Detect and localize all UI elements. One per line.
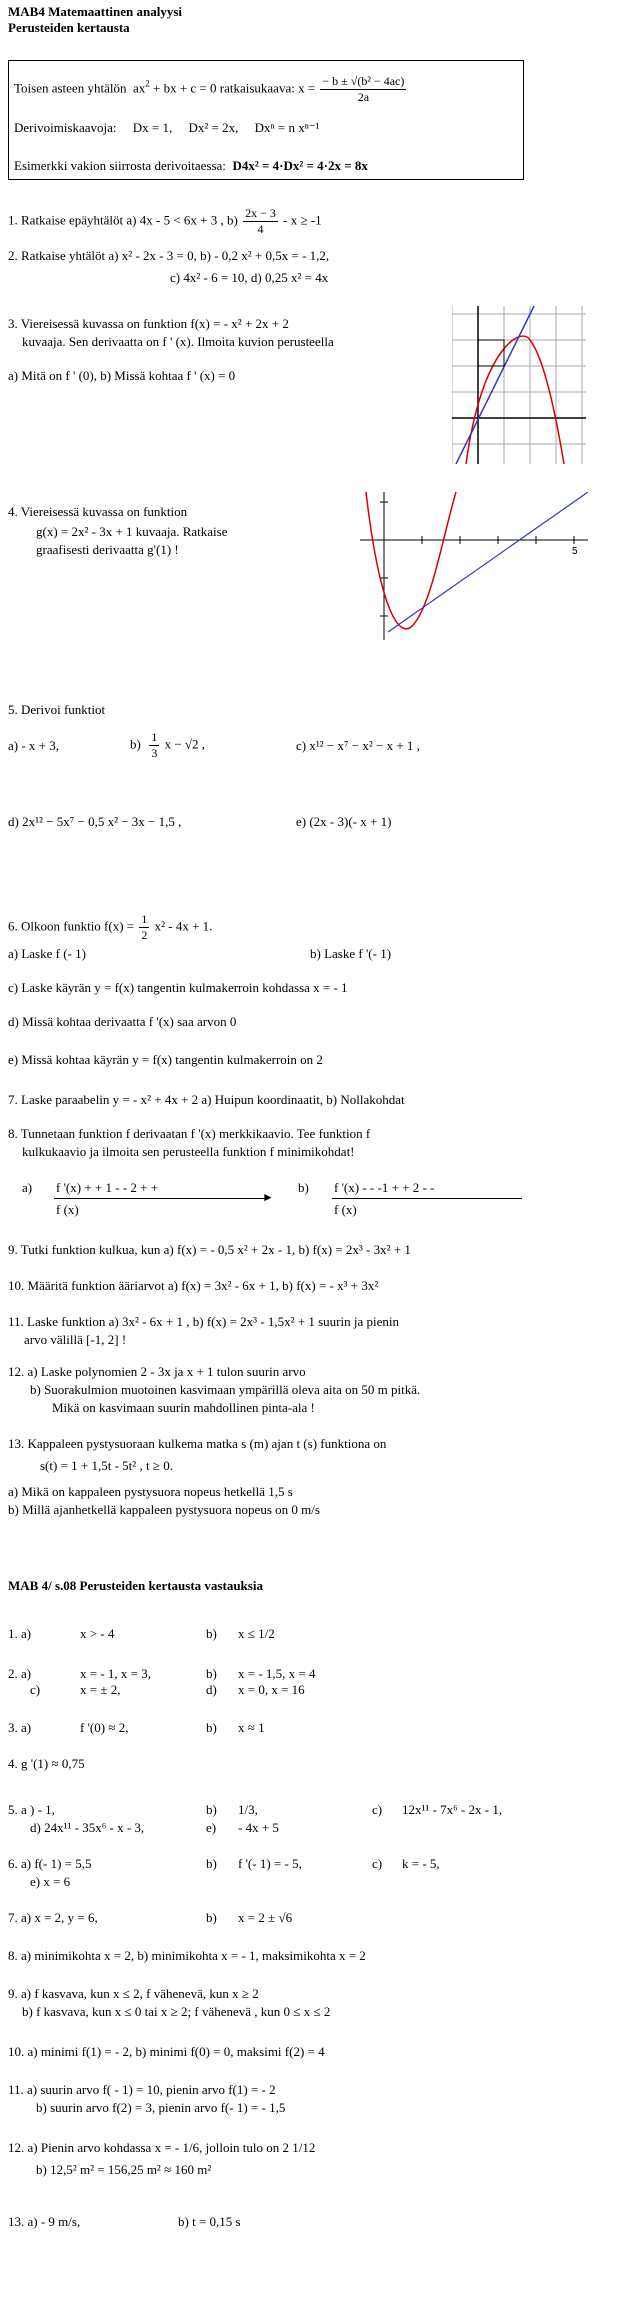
task-6-d: d) Missä kohtaa derivaatta f '(x) saa arvon 0 xyxy=(8,1014,237,1029)
task-12-line-1: 12. a) Laske polynomien 2 - 3x ja x + 1 tulon suurin arvo xyxy=(8,1364,306,1379)
task-8-line-1: 8. Tunnetaan funktion f derivaatan f '(x) merkkikaavio. Tee funktion f xyxy=(8,1126,371,1141)
task-3-line-2: kuvaaja. Sen derivaatta on f ' (x). Ilmoita kuvion perusteella xyxy=(22,334,334,349)
answer-2-c-label: c) xyxy=(30,1682,41,1697)
answer-2-d-label: d) xyxy=(206,1682,217,1697)
answer-6-b: f '(- 1) = - 5, xyxy=(238,1856,302,1871)
task-6-e: e) Missä kohtaa käyrän y = f(x) tangentin kulmakerroin on 2 xyxy=(8,1052,323,1067)
sign-chart-b-top: f '(x) - - -1 + + 2 - - xyxy=(334,1180,435,1195)
answer-6-a: 6. a) f(- 1) = 5,5 xyxy=(8,1856,92,1871)
graph-parabola-1 xyxy=(452,306,586,464)
task-4-line-3: graafisesti derivaatta g'(1) ! xyxy=(36,542,179,557)
task-3-line-1: 3. Viereisessä kuvassa on funktion f(x) = - x² + 2x + 2 xyxy=(8,316,289,331)
task-10: 10. Määritä funktion ääriarvot a) f(x) = 3x² - 6x + 1, b) f(x) = - x³ + 3x² xyxy=(8,1278,379,1293)
answer-7-b-label: b) xyxy=(206,1910,217,1925)
sign-chart-b-line xyxy=(332,1198,522,1199)
answer-3-a: f '(0) ≈ 2, xyxy=(80,1720,129,1735)
answer-5-e: - 4x + 5 xyxy=(238,1820,279,1835)
task-12-line-2: b) Suorakulmion muotoinen kasvimaan ympärillä oleva aita on 50 m pitkä. xyxy=(30,1382,421,1397)
task-6-a: a) Laske f (- 1) xyxy=(8,946,86,961)
task-5-b: b) $\frac{1}{3}$ x − √2 , xyxy=(130,730,206,760)
answer-12-a: 12. a) Pienin arvo kohdassa x = - 1/6, jolloin tulo on 2 1/12 xyxy=(8,2140,316,2155)
answer-5-c-label: c) xyxy=(372,1802,383,1817)
task-13-line-1: 13. Kappaleen pystysuoraan kulkema matka s (m) ajan t (s) funktiona on xyxy=(8,1436,387,1451)
constant-example: Esimerkki vakion siirrosta derivoitaessa: D4x² = 4·Dx² = 4·2x = 8x xyxy=(14,158,368,173)
task-5-a: a) - x + 3, xyxy=(8,738,60,753)
answer-9-b: b) f kasvava, kun x ≤ 0 tai x ≥ 2; f vähenevä , kun 0 ≤ x ≤ 2 xyxy=(22,2004,331,2019)
answer-7-a: 7. a) x = 2, y = 6, xyxy=(8,1910,98,1925)
task-6-c: c) Laske käyrän y = f(x) tangentin kulmakerroin kohdassa x = - 1 xyxy=(8,980,348,995)
answer-4: 4. g '(1) ≈ 0,75 xyxy=(8,1756,85,1771)
task-13-a: a) Mikä on kappaleen pystysuora nopeus hetkellä 1,5 s xyxy=(8,1484,293,1499)
answer-6-c: k = - 5, xyxy=(402,1856,440,1871)
answer-5-b: 1/3, xyxy=(238,1802,258,1817)
answer-3-b-label: b) xyxy=(206,1720,217,1735)
answer-5-a: 5. a ) - 1, xyxy=(8,1802,55,1817)
answer-1-a: x > - 4 xyxy=(80,1626,115,1641)
answer-13-a: 13. a) - 9 m/s, xyxy=(8,2214,81,2229)
task-8-line-2: kulkukaavio ja ilmoita sen perusteella funktion f minimikohdat! xyxy=(22,1144,355,1159)
doc-title: MAB4 Matemaattinen analyysi xyxy=(8,4,183,19)
task-2-line-2: c) 4x² - 6 = 10, d) 0,25 x² = 4x xyxy=(170,270,329,285)
task-13-b: b) Millä ajanhetkellä kappaleen pystysuora nopeus on 0 m/s xyxy=(8,1502,320,1517)
sign-chart-a-line xyxy=(54,1198,268,1199)
task-11-line-2: arvo välillä [-1, 2] ! xyxy=(24,1332,127,1347)
answers-title: MAB 4/ s.08 Perusteiden kertausta vastauksia xyxy=(8,1578,263,1593)
derivative-rules: Derivoimiskaavoja: Dx = 1, Dx² = 2x, Dxⁿ = n xⁿ⁻¹ xyxy=(14,120,320,135)
answer-1-b-label: b) xyxy=(206,1626,217,1641)
task-5-e: e) (2x - 3)(- x + 1) xyxy=(296,814,392,829)
sign-chart-a-top: f '(x) + + 1 - - 2 + + xyxy=(56,1180,159,1195)
task-7: 7. Laske paraabelin y = - x² + 4x + 2 a) Huipun koordinaatit, b) Nollakohdat xyxy=(8,1092,405,1107)
answer-9-a: 9. a) f kasvava, kun x ≤ 2, f vähenevä, kun x ≥ 2 xyxy=(8,1986,259,2001)
sign-chart-b-bottom: f (x) xyxy=(334,1202,357,1217)
answer-6-c-label: c) xyxy=(372,1856,383,1871)
sign-chart-a-label: a) xyxy=(22,1180,33,1195)
task-13-line-2: s(t) = 1 + 1,5t - 5t² , t ≥ 0. xyxy=(40,1458,173,1473)
task-3-line-3: a) Mitä on f ' (0), b) Missä kohtaa f ' (x) = 0 xyxy=(8,368,236,383)
task-6-b: b) Laske f '(- 1) xyxy=(310,946,392,961)
answer-5-d: d) 24x¹¹ - 35x⁶ - x - 3, xyxy=(30,1820,145,1835)
task-4-line-1: 4. Viereisessä kuvassa on funktion xyxy=(8,504,188,519)
sign-chart-b-label: b) xyxy=(298,1180,309,1195)
sign-chart-a-arrow: ► xyxy=(262,1190,274,1204)
answer-5-b-label: b) xyxy=(206,1802,217,1817)
answer-2-b: x = - 1,5, x = 4 xyxy=(238,1666,316,1681)
answer-2-label: 2. a) xyxy=(8,1666,32,1681)
answer-2-a: x = - 1, x = 3, xyxy=(80,1666,151,1681)
task-9: 9. Tutki funktion kulkua, kun a) f(x) = - 0,5 x² + 2x - 1, b) f(x) = 2x³ - 3x² + 1 xyxy=(8,1242,411,1257)
answer-5-c: 12x¹¹ - 7x⁶ - 2x - 1, xyxy=(402,1802,503,1817)
answer-13-b: b) t = 0,15 s xyxy=(178,2214,241,2229)
quadratic-formula: Toisen asteen yhtälön $ax^2$ + bx + c = 0 ratkaisukaava: x = $\frac{\text{− b ± √(b² − 4ac)}}{2a}$ xyxy=(14,74,405,104)
answer-11-b: b) suurin arvo f(2) = 3, pienin arvo f(- 1) = - 1,5 xyxy=(36,2100,286,2115)
answer-7-b: x = 2 ± √6 xyxy=(238,1910,293,1925)
sign-chart-a-bottom: f (x) xyxy=(56,1202,79,1217)
task-2-line-1: 2. Ratkaise yhtälöt a) x² - 2x - 3 = 0, b) - 0,2 x² + 0,5x = - 1,2, xyxy=(8,248,330,263)
answer-3-label: 3. a) xyxy=(8,1720,32,1735)
task-12-line-3: Mikä on kasvimaan suurin mahdollinen pinta-ala ! xyxy=(52,1400,315,1415)
answer-3-b: x ≈ 1 xyxy=(238,1720,265,1735)
answer-5-e-label: e) xyxy=(206,1820,217,1835)
answer-2-d: x = 0, x = 16 xyxy=(238,1682,305,1697)
task-6: 6. Olkoon funktio f(x) = $\frac{1}{2}$ x² - 4x + 1. xyxy=(8,912,213,942)
task-4-line-2: g(x) = 2x² - 3x + 1 kuvaaja. Ratkaise xyxy=(36,524,228,539)
answer-6-b-label: b) xyxy=(206,1856,217,1871)
answer-8: 8. a) minimikohta x = 2, b) minimikohta x = - 1, maksimikohta x = 2 xyxy=(8,1948,366,1963)
task-1: 1. Ratkaise epäyhtälöt a) 4x - 5 < 6x + 3 , b) $\frac{2x - 3}{4}$ - x ≥ -1 xyxy=(8,206,322,236)
answer-1-b: x ≤ 1/2 xyxy=(238,1626,275,1641)
graph-2-tick-5: 5 xyxy=(572,546,578,557)
answer-1-label: 1. a) xyxy=(8,1626,32,1641)
answer-2-b-label: b) xyxy=(206,1666,217,1681)
doc-subtitle: Perusteiden kertausta xyxy=(8,20,130,35)
answer-11-a: 11. a) suurin arvo f( - 1) = 10, pienin arvo f(1) = - 2 xyxy=(8,2082,276,2097)
task-5: 5. Derivoi funktiot xyxy=(8,702,106,717)
task-11-line-1: 11. Laske funktion a) 3x² - 6x + 1 , b) f(x) = 2x³ - 1,5x² + 1 suurin ja pienin xyxy=(8,1314,399,1329)
answer-6-e: e) x = 6 xyxy=(30,1874,71,1889)
task-5-c: c) x¹² − x⁷ − x² − x + 1 , xyxy=(296,738,420,753)
answer-2-c: x = ± 2, xyxy=(80,1682,121,1697)
task-5-d: d) 2x¹² − 5x⁷ − 0,5 x² − 3x − 1,5 , xyxy=(8,814,182,829)
answer-12-b: b) 12,5² m² = 156,25 m² ≈ 160 m² xyxy=(36,2162,212,2177)
graph-parabola-2 xyxy=(360,492,588,640)
answer-10: 10. a) minimi f(1) = - 2, b) minimi f(0) = 0, maksimi f(2) = 4 xyxy=(8,2044,325,2059)
